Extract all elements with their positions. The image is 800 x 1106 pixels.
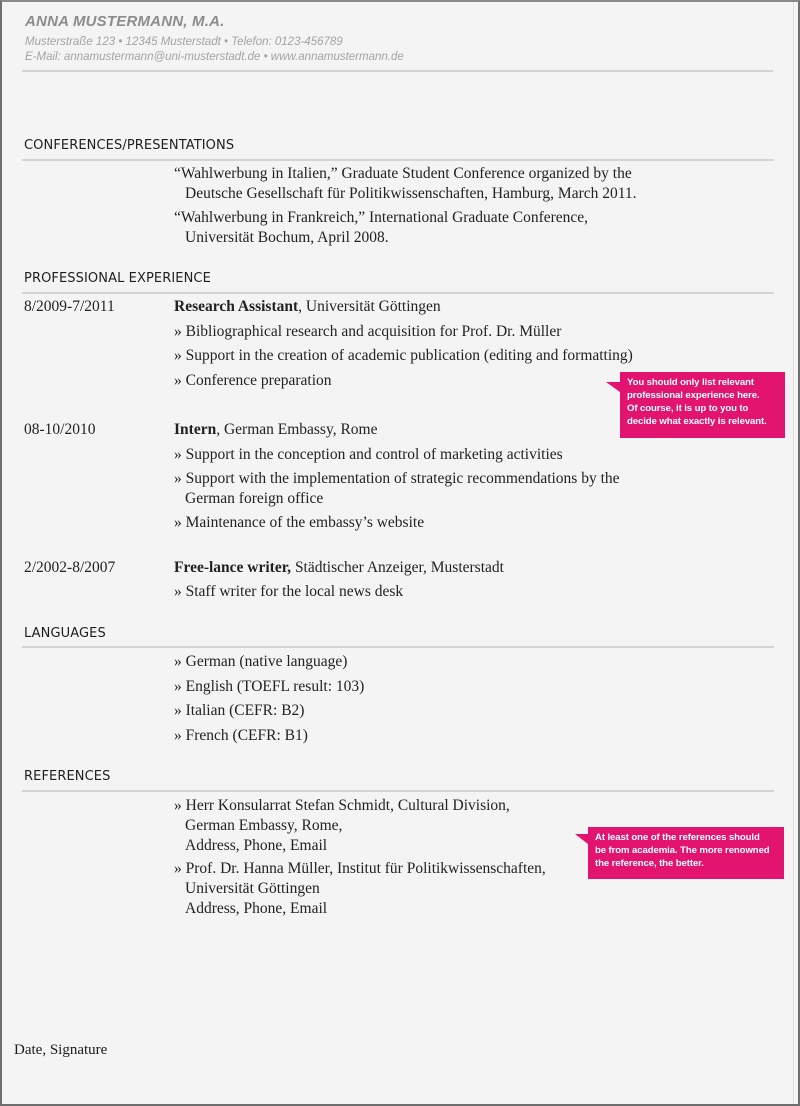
section-divider [22, 292, 774, 294]
reference-line: German Embassy, Rome, [185, 817, 343, 834]
reference-line: Address, Phone, Email [185, 837, 328, 854]
language-item: » English (TOEFL result: 103) [174, 678, 365, 695]
job-org: Städtischer Anzeiger, Musterstadt [291, 559, 504, 576]
contact-line: E-Mail: annamustermann@uni-musterstadt.de • www.annamustermann.de [25, 51, 404, 63]
section-divider [22, 159, 774, 161]
language-item: » Italian (CEFR: B2) [174, 702, 305, 719]
job-bullet: » Staff writer for the local news desk [174, 583, 404, 600]
tip-line: You should only list relevant [627, 377, 754, 388]
address-line: Musterstraße 123 • 12345 Musterstadt • Telefon: 0123-456789 [25, 36, 343, 48]
tip-callout-references [588, 827, 784, 879]
callout-tail [606, 382, 620, 392]
tip-line: Of course, it is up to you to [627, 403, 749, 414]
job-bullet: » Support in the conception and control of marketing activities [174, 446, 563, 463]
conference-item-line: “Wahlwerbung in Frankreich,” International Graduate Conference, [174, 209, 589, 226]
job-role: Free-lance writer, [174, 559, 292, 576]
job-title-line [174, 558, 504, 578]
section-divider [22, 790, 774, 792]
job-role: Intern [174, 421, 217, 438]
job-bullet: » Maintenance of the embassy’s website [174, 514, 425, 531]
conference-item-line: “Wahlwerbung in Italien,” Graduate Student Conference organized by the [174, 165, 632, 182]
job-title-line [174, 297, 441, 317]
tip-line: decide what exactly is relevant. [627, 416, 767, 427]
job-title-line [174, 420, 378, 440]
job-bullet: » Support in the creation of academic publication (editing and formatting) [174, 347, 633, 364]
reference-line: Address, Phone, Email [185, 900, 328, 917]
conference-item-line: Deutsche Gesellschaft für Politikwissenschaften, Hamburg, March 2011. [185, 185, 637, 202]
section-title-conferences: CONFERENCES/PRESENTATIONS [24, 138, 235, 153]
applicant-name: ANNA MUSTERMANN, M.A. [25, 13, 225, 30]
job-bullet: » Support with the implementation of strategic recommendations by the [174, 470, 620, 487]
header-divider [22, 70, 773, 72]
job-bullet: » Bibliographical research and acquisition for Prof. Dr. Müller [174, 323, 562, 340]
section-divider [22, 646, 774, 648]
tip-line: professional experience here. [627, 390, 760, 401]
date-signature-label: Date, Signature [14, 1042, 108, 1058]
conference-item-line: Universität Bochum, April 2008. [185, 229, 389, 246]
job-date: 8/2009-7/2011 [24, 298, 115, 315]
section-title-references: REFERENCES [24, 769, 111, 784]
language-item: » French (CEFR: B1) [174, 727, 308, 744]
tip-line: the reference, the better. [595, 858, 704, 869]
job-date: 08-10/2010 [24, 421, 96, 438]
callout-tail [575, 834, 588, 844]
section-title-languages: LANGUAGES [24, 626, 106, 641]
job-role: Research Assistant [174, 298, 299, 315]
reference-line: Universität Göttingen [185, 880, 320, 897]
job-date: 2/2002-8/2007 [24, 559, 116, 576]
job-bullet: » Conference preparation [174, 372, 332, 389]
reference-line: » Prof. Dr. Hanna Müller, Institut für Politikwissenschaften, [174, 860, 546, 877]
job-org: , Universität Göttingen [298, 298, 441, 315]
tip-callout-experience [620, 372, 785, 438]
reference-line: » Herr Konsularrat Stefan Schmidt, Cultural Division, [174, 797, 510, 814]
section-title-experience: PROFESSIONAL EXPERIENCE [24, 271, 211, 286]
tip-line: At least one of the references should [595, 832, 760, 843]
job-org: , German Embassy, Rome [216, 421, 378, 438]
language-item: » German (native language) [174, 653, 348, 670]
job-bullet-continuation: German foreign office [185, 490, 324, 507]
tip-line: be from academia. The more renowned [595, 845, 770, 856]
